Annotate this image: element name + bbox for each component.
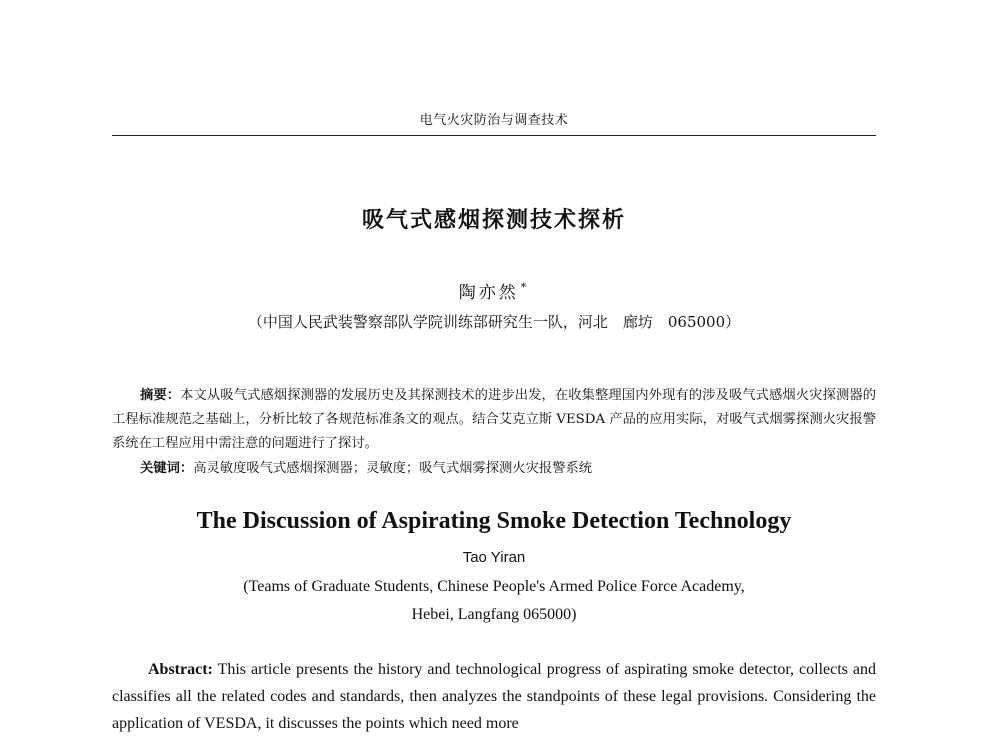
header-rule: [112, 135, 876, 136]
chinese-keywords: [112, 457, 876, 481]
running-head: 电气火灾防治与调查技术: [419, 113, 569, 128]
chinese-author-name: 陶亦然: [458, 283, 519, 303]
english-affiliation-line1: (Teams of Graduate Students, Chinese People's Armed Police Force Academy,: [243, 578, 745, 595]
english-abstract: [112, 656, 876, 737]
chinese-abstract-text: 本文从吸气式感烟探测器的发展历史及其探测技术的进步出发，在收集整理国内外现有的涉及吸气式感烟火灾探测器的工程标准规范之基础上，分析比较了各规范标准条文的观点。结合艾克立斯 VESDA 产品的应用实际，对吸气式烟雾探测火灾报警系统在工程应用中需注意的问题进行了探讨。: [112, 388, 877, 451]
english-author: Tao Yiran: [462, 549, 526, 566]
english-title: The Discussion of Aspirating Smoke Detection Technology: [196, 508, 792, 534]
chinese-abstract: [112, 384, 876, 456]
chinese-title: 吸气式感烟探测技术探析: [361, 208, 626, 233]
chinese-keywords-label: 关键词：: [140, 461, 194, 476]
chinese-author: [112, 278, 876, 303]
english-affiliation: [112, 573, 876, 629]
chinese-affiliation: （中国人民武装警察部队学院训练部研究生一队，河北 廊坊 065000）: [247, 313, 741, 331]
chinese-abstract-label: 摘要：: [140, 388, 181, 403]
english-affiliation-line2: Hebei, Langfang 065000): [411, 606, 577, 623]
english-abstract-label: Abstract:: [148, 661, 213, 678]
english-abstract-text: This article presents the history and technological progress of aspirating smoke detector, collects and classifies all the related codes and standards, then analyzes the standpoints of these legal provisions. Considering the application of VESDA, it discusses the points which need more: [112, 661, 876, 732]
chinese-keywords-text: 高灵敏度吸气式感烟探测器；灵敏度；吸气式烟雾探测火灾报警系统: [193, 461, 593, 476]
author-footnote-mark: *: [520, 281, 530, 295]
